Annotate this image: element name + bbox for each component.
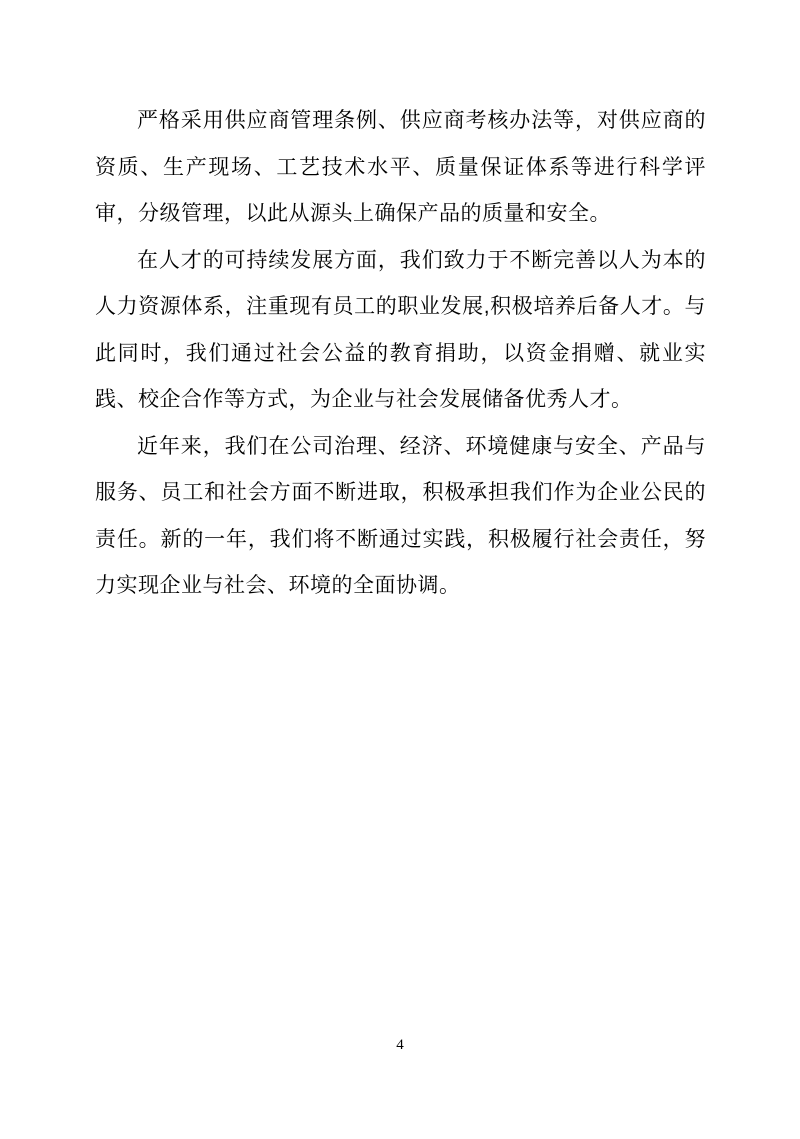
page-number: 4 xyxy=(396,1037,404,1053)
document-body xyxy=(95,98,706,610)
paragraph-supplier-management: 严格采用供应商管理条例、供应商考核办法等，对供应商的资质、生产现场、工艺技术水平、质量保证体系等进行科学评审，分级管理，以此从源头上确保产品的质量和安全。 xyxy=(95,109,706,225)
paragraph-talent-development: 在人才的可持续发展方面，我们致力于不断完善以人为本的人力资源体系，注重现有员工的职业发展,积极培养后备人才。与此同时，我们通过社会公益的教育捐助，以资金捐赠、就业实践、校企合作等方式，为企业与社会发展储备优秀人才。 xyxy=(95,248,706,411)
page-footer xyxy=(0,1036,800,1054)
paragraph-csr-commitment: 近年来，我们在公司治理、经济、环境健康与安全、产品与服务、员工和社会方面不断进取，积极承担我们作为企业公民的责任。新的一年，我们将不断通过实践，积极履行社会责任，努力实现企业与社会、环境的全面协调。 xyxy=(95,434,706,597)
